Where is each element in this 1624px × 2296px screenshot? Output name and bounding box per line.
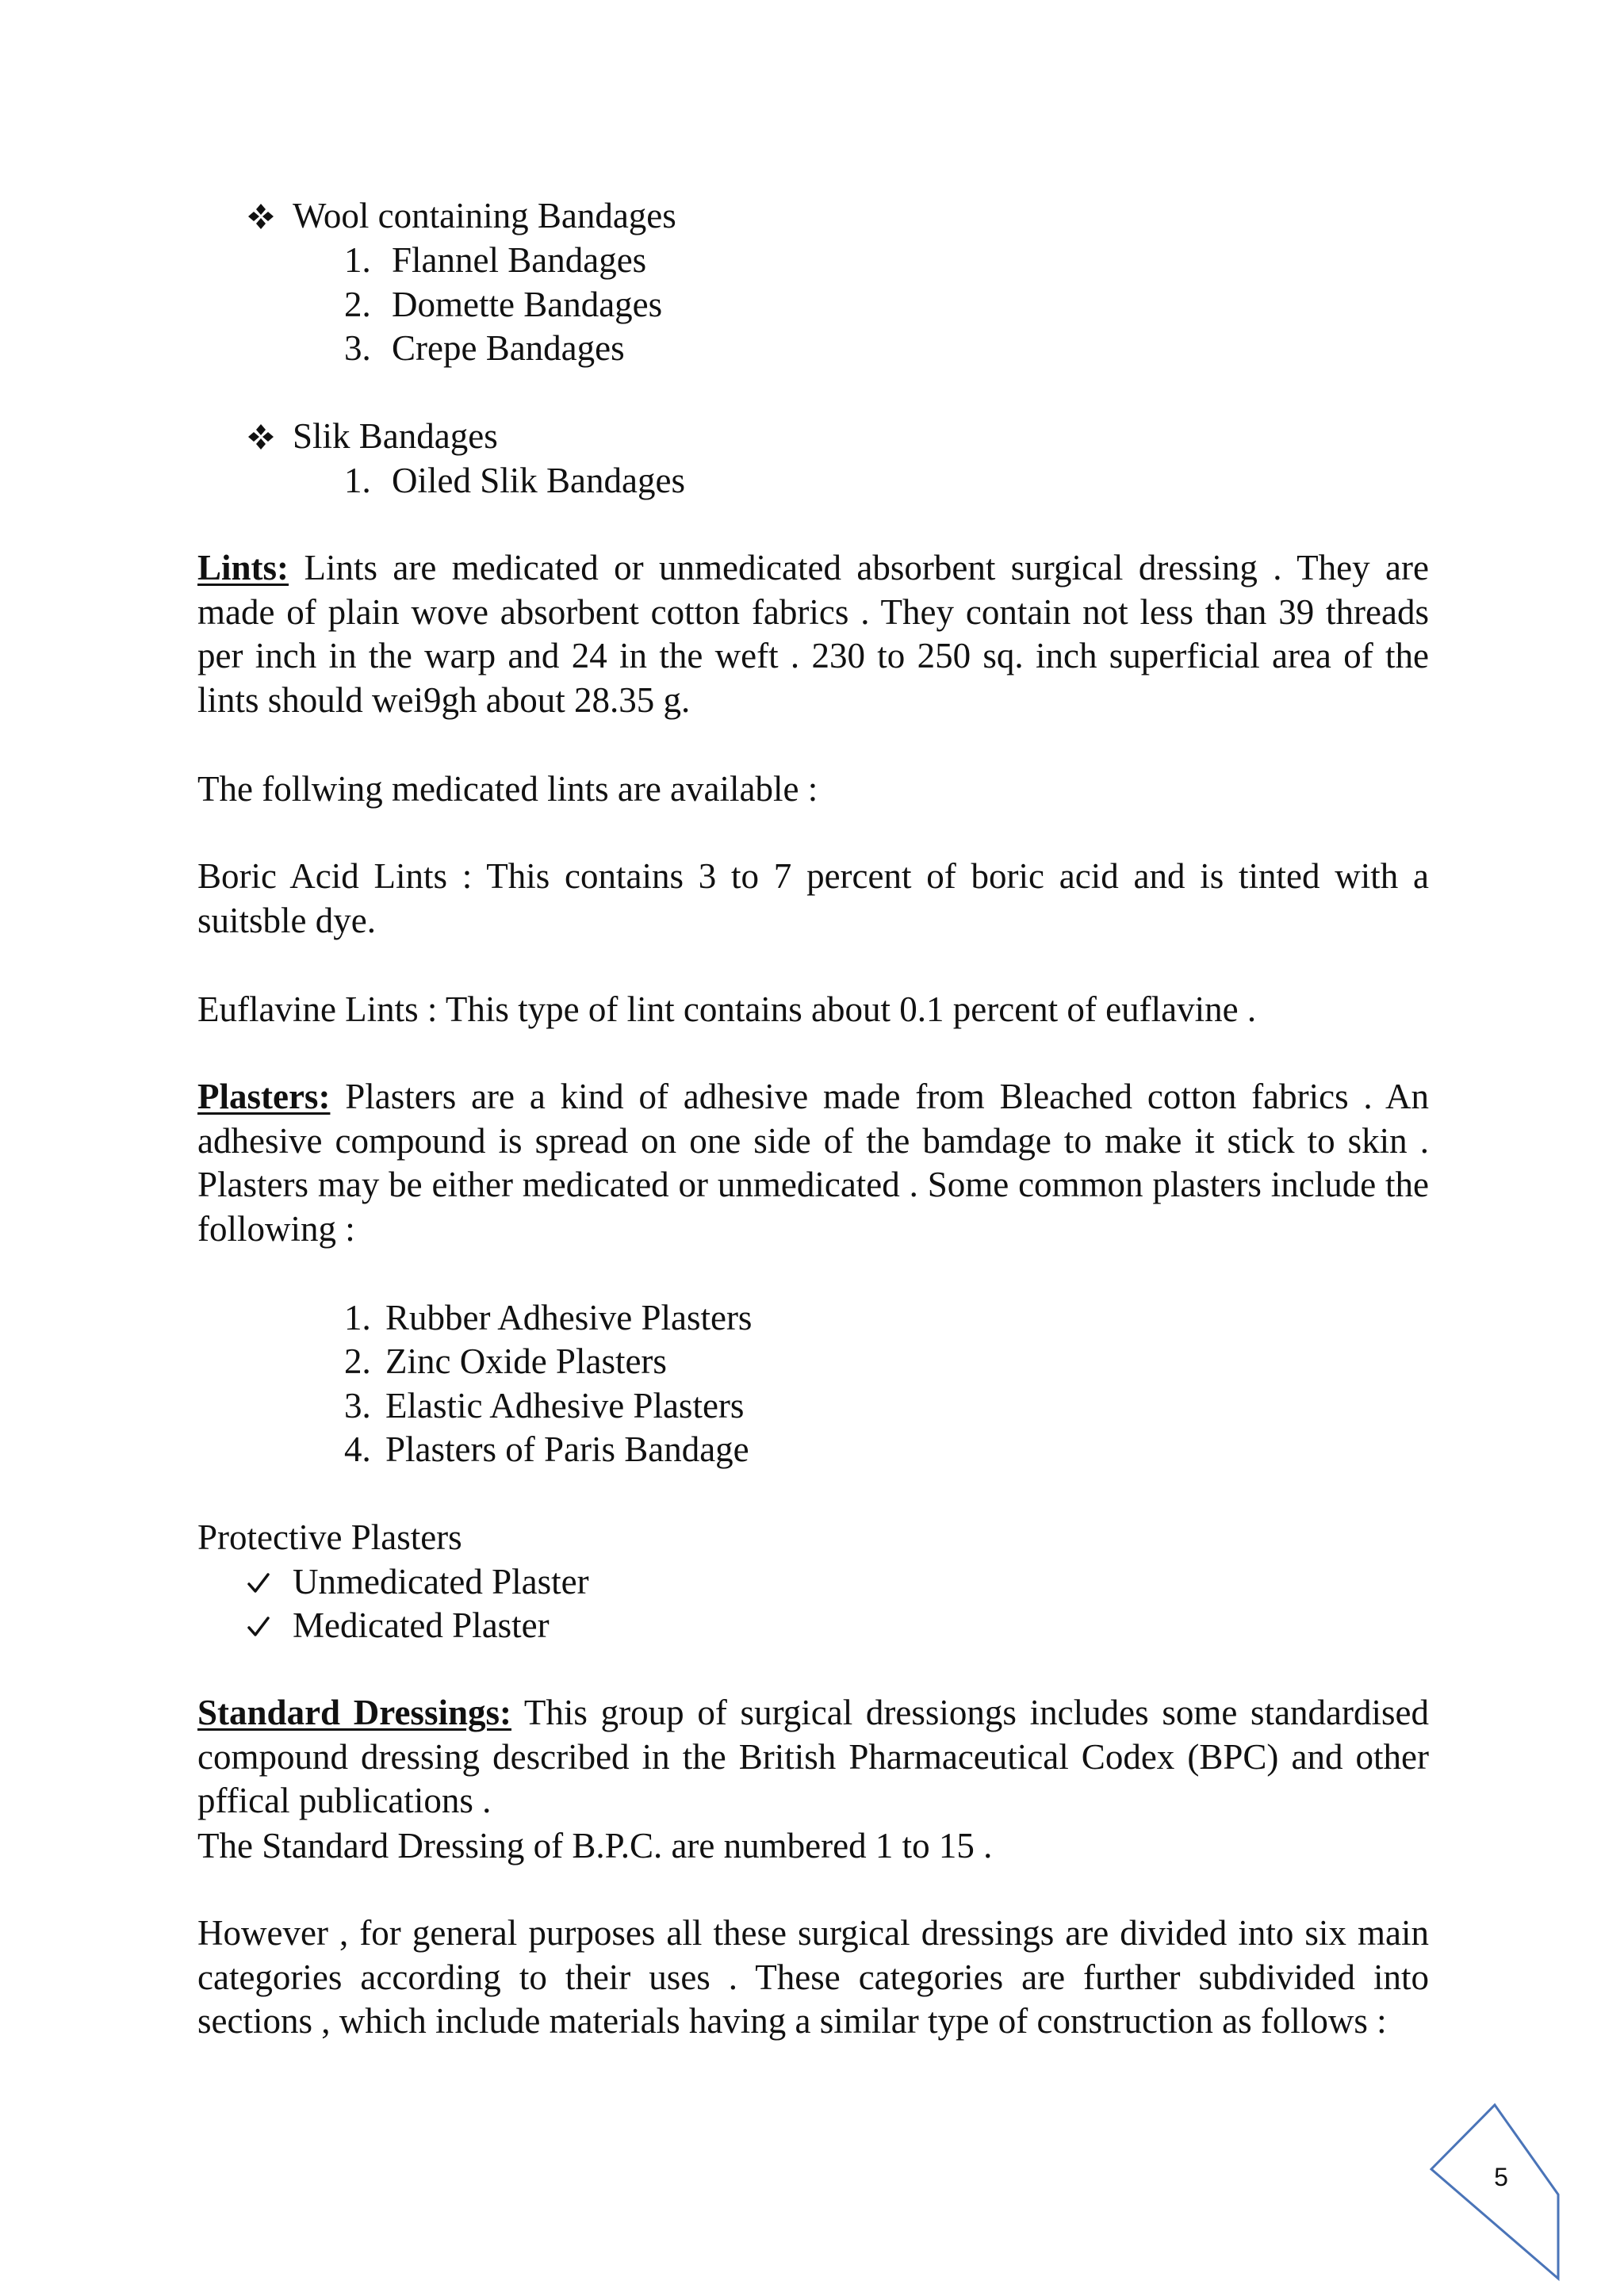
list-item xyxy=(247,1603,550,1647)
list-item xyxy=(344,238,646,282)
list-item xyxy=(344,458,685,503)
medicated-lints-intro: The follwing medicated lints are available : xyxy=(197,769,818,809)
plasters-text: Plasters are a kind of adhesive made from Bleached cotton fabrics . An adhesive compound is spread on one side of the bamdage to make it stick to skin . Plasters may be either medicated or unmedicated . Some common plasters include the following : xyxy=(197,1077,1429,1249)
list-number: 2. xyxy=(344,1341,371,1381)
list-item-text: Zinc Oxide Plasters xyxy=(385,1341,667,1381)
page-number: 5 xyxy=(1494,2163,1508,2191)
protective-plasters-heading: Protective Plasters xyxy=(197,1517,462,1557)
silk-bandages-heading xyxy=(247,414,498,458)
however-paragraph: However , for general purposes all these surgical dressings are divided into six main categories according to their uses . These categories are further subdivided into sections , which include materials having a similar type of construction as follows : xyxy=(197,1913,1429,2041)
wool-bandages-heading xyxy=(247,193,676,238)
list-item-text: Rubber Adhesive Plasters xyxy=(385,1298,753,1337)
standard-dressings-text: This group of surgical dressiongs includes some standardised compound dressing described in the British Pharmaceutical Codex (BPC) and other pffical publications . xyxy=(197,1693,1429,1820)
list-item xyxy=(247,1559,589,1604)
check-mark-icon xyxy=(247,1571,270,1595)
lints-text: Lints are medicated or unmedicated absorbent surgical dressing . They are made of plain wove absorbent cotton fabrics . They contain not less than 39 threads per inch in the warp and 24 in the weft . 230 to 250 sq. inch superficial area of the lints should wei9gh about 28.35 g. xyxy=(197,548,1429,720)
list-number: 3. xyxy=(344,328,371,368)
wool-heading-text: Wool containing Bandages xyxy=(293,196,676,235)
list-number: 4. xyxy=(344,1429,371,1469)
list-item-text: Domette Bandages xyxy=(392,285,663,324)
list-item-text: Unmedicated Plaster xyxy=(293,1562,589,1601)
list-number: 2. xyxy=(344,285,371,324)
standard-dressings-paragraph xyxy=(197,1691,1429,1823)
four-diamond-bullet-icon xyxy=(247,423,275,451)
boric-acid-lints-paragraph: Boric Acid Lints : This contains 3 to 7 percent of boric acid and is tinted with a suitsble dye. xyxy=(197,856,1429,940)
silk-heading-text: Slik Bandages xyxy=(293,416,498,456)
list-item-text: Crepe Bandages xyxy=(392,328,625,368)
list-number: 3. xyxy=(344,1386,371,1425)
list-item-text: Flannel Bandages xyxy=(392,240,647,280)
list-item xyxy=(344,282,662,327)
plasters-label: Plasters: xyxy=(197,1077,331,1116)
plasters-paragraph xyxy=(197,1075,1429,1251)
standard-dressings-label: Standard Dressings: xyxy=(197,1693,511,1732)
list-item xyxy=(344,326,625,370)
list-number: 1. xyxy=(344,240,371,280)
list-item-text: Elastic Adhesive Plasters xyxy=(385,1386,745,1425)
check-mark-icon xyxy=(247,1615,270,1639)
list-number: 1. xyxy=(344,1298,371,1337)
lints-label: Lints: xyxy=(197,548,289,587)
euflavine-lints-paragraph: Euflavine Lints : This type of lint contains about 0.1 percent of euflavine . xyxy=(197,989,1257,1029)
list-item xyxy=(344,1383,744,1428)
list-item xyxy=(344,1427,749,1471)
list-item-text: Oiled Slik Bandages xyxy=(392,461,685,500)
four-diamond-bullet-icon xyxy=(247,202,275,231)
list-item-text: Medicated Plaster xyxy=(293,1605,550,1645)
list-item xyxy=(344,1339,667,1383)
standard-dressings-numbered-note: The Standard Dressing of B.P.C. are numbered 1 to 15 . xyxy=(197,1826,993,1866)
lints-paragraph xyxy=(197,546,1429,722)
list-item-text: Plasters of Paris Bandage xyxy=(385,1429,749,1469)
list-number: 1. xyxy=(344,461,371,500)
list-item xyxy=(344,1295,752,1340)
